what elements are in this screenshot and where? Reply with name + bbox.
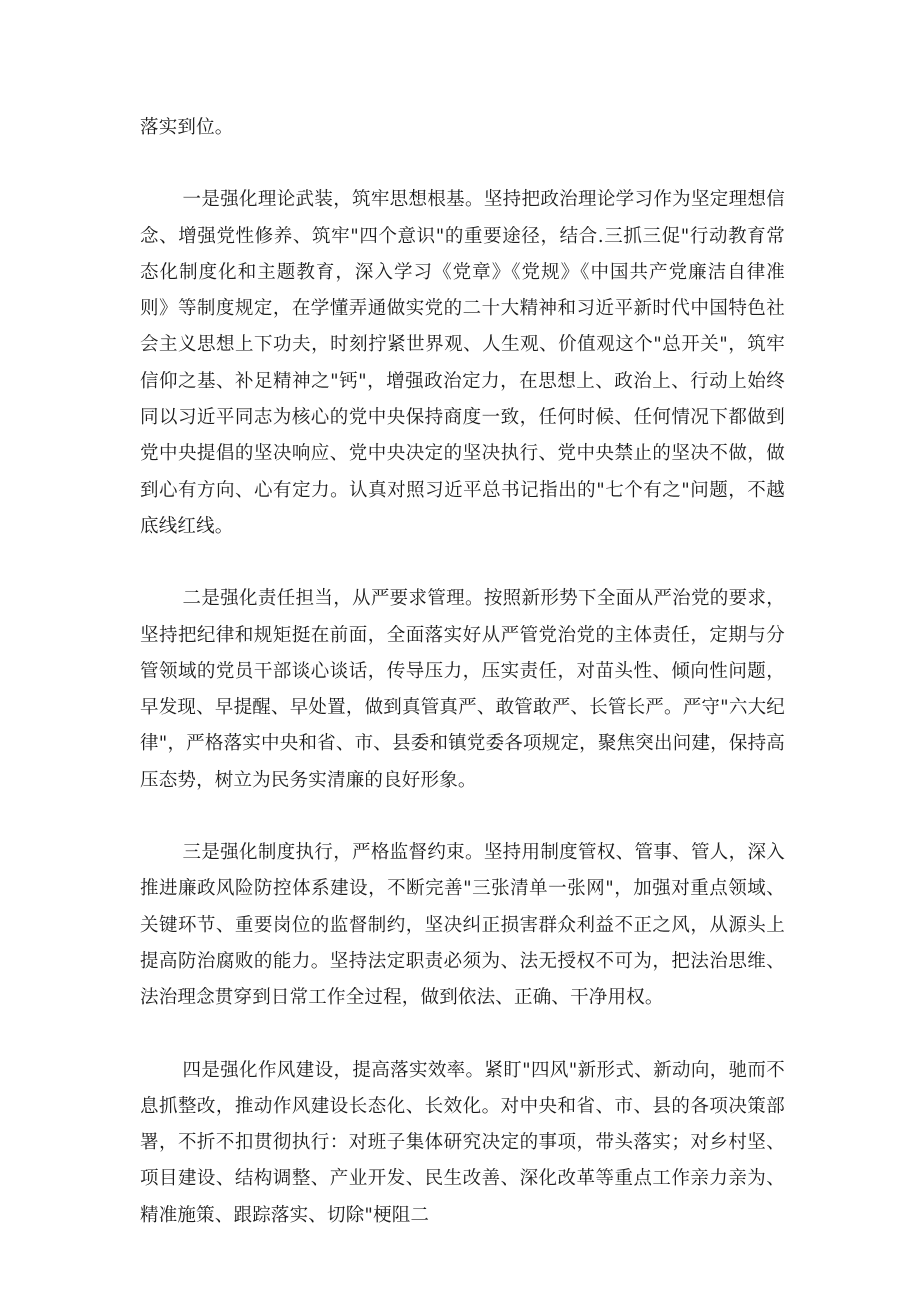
paragraph-theory-arming: 一是强化理论武装，筑牢思想根基。坚持把政治理论学习作为坚定理想信念、增强党性修养、筑牢"四个意识"的重要途径，结合.三抓三促"行动教育常态化制度化和主题教育，深入学习《党章》《党规》《中国共产党廉洁自律准则》等制度规定，在学懂弄通做实党的二十大精神和习近平新时代中国特色社会主义思想上下功夫，时刻拧紧世界观、人生观、价值观这个"总开关"，筑牢信仰之基、补足精神之"钙"，增强政治定力，在思想上、政治上、行动上始终同以习近平同志为核心的党中央保持商度一致，任何时候、任何情况下都做到党中央提倡的坚决响应、党中央决定的坚决执行、党中央禁止的坚决不做，做到心有方向、心有定力。认真对照习近平总书记指出的"七个有之"问题，不越底线红线。 (140, 189, 785, 537)
document-body (140, 110, 785, 1234)
paragraph-spacer (140, 545, 785, 581)
paragraph-spacer (140, 1017, 785, 1053)
paragraph-responsibility: 二是强化责任担当，从严要求管理。按照新形势下全面从严治党的要求，坚持把纪律和规矩挺在前面，全面落实好从严管党治党的主体责任，定期与分管领域的党员干部谈心谈话，传导压力，压实责任，对苗头性、倾向性问题，早发现、早提醒、早处置，做到真管真严、敢管敢严、长管长严。严守"六大纪律"，严格落实中央和省、市、县委和镇党委各项规定，聚焦突出问建，保持高压态势，树立为民务实清廉的良好形象。 (140, 588, 785, 791)
paragraph-spacer (140, 146, 785, 182)
paragraph-spacer (140, 799, 785, 835)
paragraph-closing-line: 落实到位。 (140, 117, 234, 138)
paragraph-system-execution: 三是强化制度执行，严格监督约束。坚持用制度管权、管事、管人，深入推进廉政风险防控体系建设，不断完善"三张清单一张网"，加强对重点领域、关键环节、重要岗位的监督制约，坚决纠正损害群众利益不正之风，从源头上提高防治腐败的能力。坚持法定职责必须为、法无授权不可为，把法治思维、法治理念贯穿到日常工作全过程，做到依法、正确、干净用权。 (140, 842, 785, 1009)
paragraph-work-style: 四是强化作风建设，提高落实效率。紧盯"四风"新形式、新动向，驰而不息抓整改，推动作风建设长态化、长效化。对中央和省、市、县的各项决策部署，不折不扣贯彻执行：对班子集体研究决定的事项，带头落实；对乡村坚、项目建设、结构调整、产业开发、民生改善、深化改革等重点工作亲力亲为、精准施策、跟踪落实、切除"梗阻二 (140, 1059, 785, 1226)
